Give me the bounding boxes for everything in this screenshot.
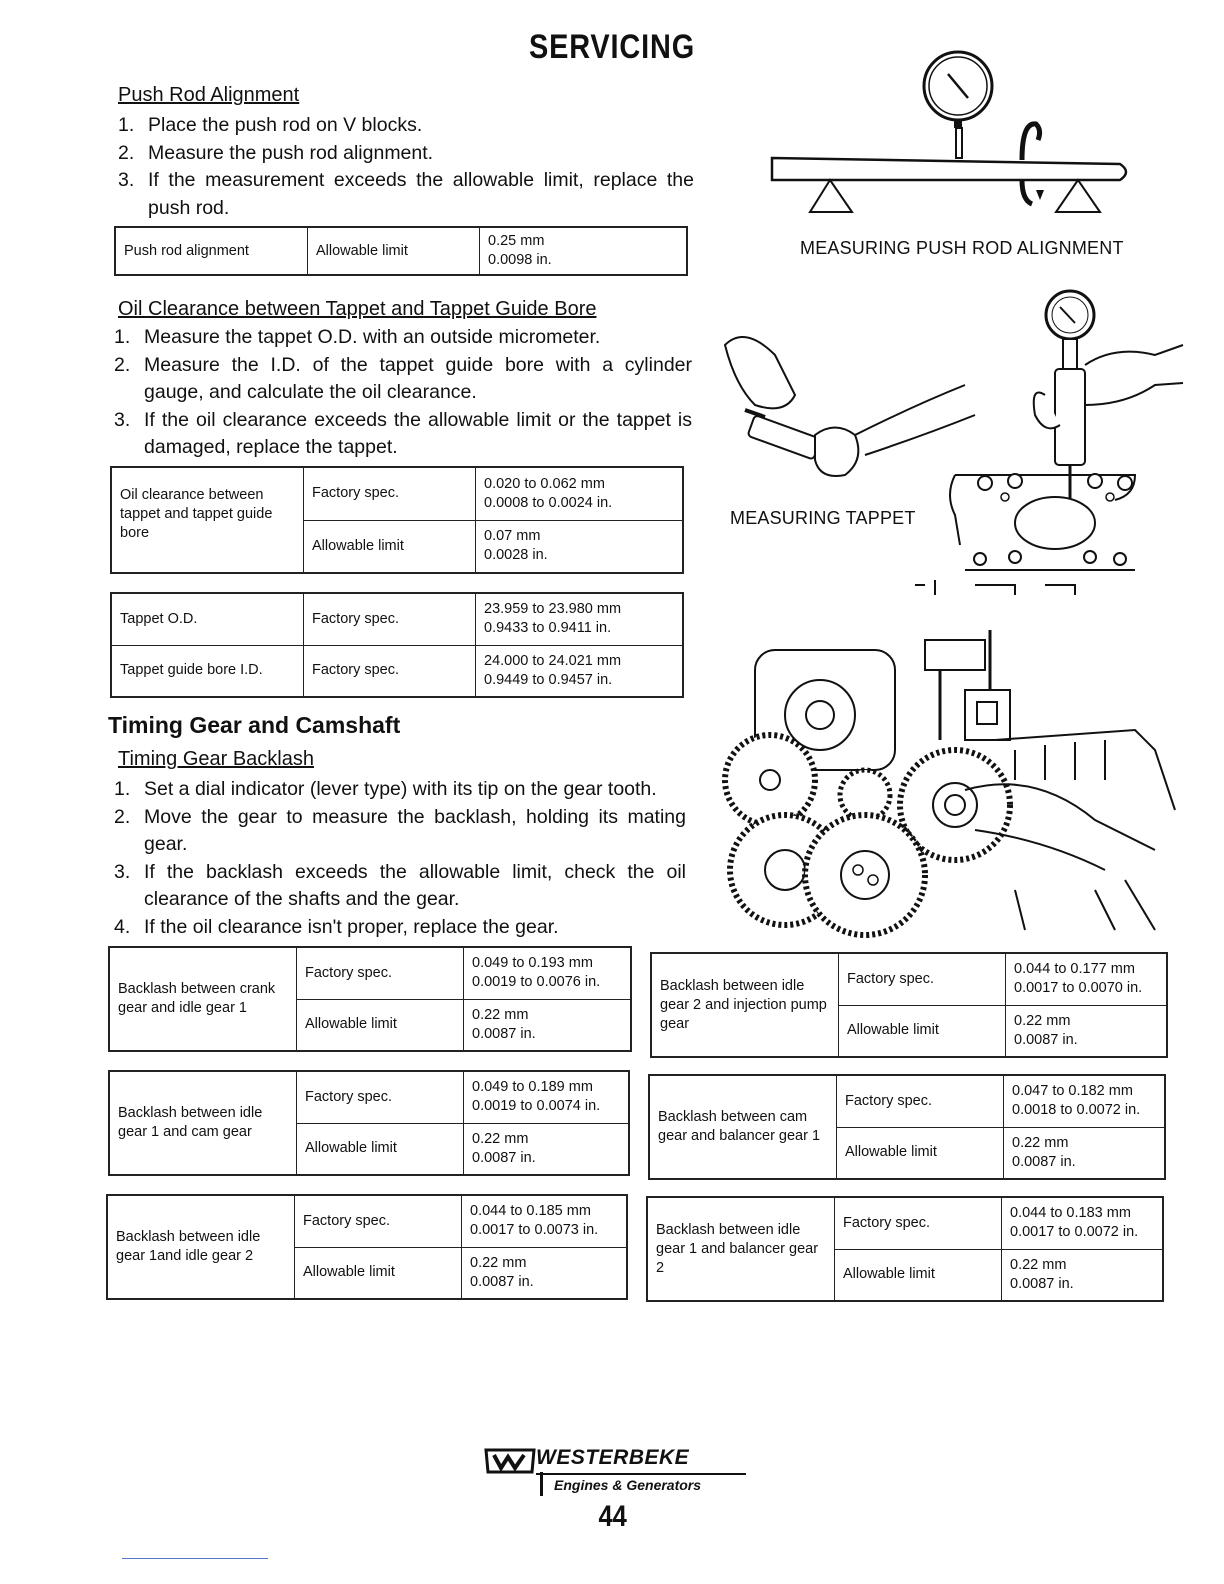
table-cell-value: 0.22 mm 0.0087 in. <box>1006 1005 1168 1057</box>
table-cell-item: Push rod alignment <box>115 227 308 275</box>
backlash-table-cam-balancer1 <box>648 1074 1166 1180</box>
table-cell-spec: Allowable limit <box>297 1123 464 1175</box>
table-cell-spec: Factory spec. <box>835 1197 1002 1249</box>
table-cell-item: Backlash between idle gear 2 and injection pump gear <box>651 953 839 1057</box>
table-cell-value: 0.22 mm 0.0087 in. <box>462 1247 628 1299</box>
table-cell-value: 23.959 to 23.980 mm 0.9433 to 0.9411 in. <box>476 593 684 645</box>
timing-steps <box>114 776 686 941</box>
table-cell-value: 24.000 to 24.021 mm 0.9449 to 0.9457 in. <box>476 645 684 697</box>
logo-rule <box>536 1473 746 1475</box>
table-cell-item: Backlash between idle gear 1 and balancer gear 2 <box>647 1197 835 1301</box>
table-cell-item: Backlash between crank gear and idle gear 1 <box>109 947 297 1051</box>
table-cell-spec: Allowable limit <box>295 1247 462 1299</box>
pushrod-step: 2. Measure the push rod alignment. <box>118 141 434 164</box>
table-cell-item: Backlash between idle gear 1 and cam gear <box>109 1071 297 1175</box>
footer-rule <box>122 1558 268 1559</box>
table-cell-value: 0.07 mm 0.0028 in. <box>476 520 684 573</box>
table-cell-value: 0.044 to 0.177 mm 0.0017 to 0.0070 in. <box>1006 953 1168 1005</box>
backlash-table-idle1-balancer2 <box>646 1196 1164 1302</box>
timing-step: 4. If the oil clearance isn't proper, replace the gear. <box>114 915 559 938</box>
pushrod-heading: Push Rod Alignment <box>118 84 300 106</box>
table-cell-spec: Allowable limit <box>304 520 476 573</box>
table-cell-value: 0.047 to 0.182 mm 0.0018 to 0.0072 in. <box>1004 1075 1166 1127</box>
logo-bar <box>540 1472 543 1496</box>
oil-step: 2. Measure the I.D. of the tappet guide bore with a cylinder gauge, and calculate the oil clearance. <box>114 353 692 403</box>
oil-clearance-table <box>110 466 684 574</box>
westerbeke-logo <box>484 1446 754 1498</box>
table-cell-item: Tappet O.D. <box>111 593 304 645</box>
table-cell-item: Tappet guide bore I.D. <box>111 645 304 697</box>
backlash-table-idle1-cam <box>108 1070 630 1176</box>
table-cell-spec: Factory spec. <box>297 947 464 999</box>
table-cell-value: 0.049 to 0.193 mm 0.0019 to 0.0076 in. <box>464 947 632 999</box>
table-cell-spec: Factory spec. <box>297 1071 464 1123</box>
tappet-figure-caption: MEASURING TAPPET <box>730 508 916 528</box>
backlash-table-crank-idle1 <box>108 946 632 1052</box>
timing-gear-figure <box>715 630 1175 930</box>
oil-steps <box>114 324 692 462</box>
table-cell-spec: Factory spec. <box>304 645 476 697</box>
logo-brand: WESTERBEKE <box>536 1446 690 1469</box>
table-cell-value: 0.22 mm 0.0087 in. <box>464 999 632 1051</box>
pushrod-steps <box>118 112 694 222</box>
table-cell-value: 0.22 mm 0.0087 in. <box>1002 1249 1164 1301</box>
table-cell-spec: Allowable limit <box>308 227 480 275</box>
timing-subheading: Timing Gear Backlash <box>118 748 314 770</box>
table-cell-spec: Allowable limit <box>835 1249 1002 1301</box>
oil-step: 3. If the oil clearance exceeds the allowable limit or the tappet is damaged, replace the tappet. <box>114 408 692 458</box>
backlash-table-idle1-idle2 <box>106 1194 628 1300</box>
page-title: SERVICING <box>528 28 696 66</box>
oil-step: 1. Measure the tappet O.D. with an outside micrometer. <box>114 326 601 348</box>
table-cell-value: 0.044 to 0.183 mm 0.0017 to 0.0072 in. <box>1002 1197 1164 1249</box>
timing-step: 1. Set a dial indicator (lever type) with its tip on the gear tooth. <box>114 778 657 800</box>
table-cell-value: 0.25 mm 0.0098 in. <box>480 227 688 275</box>
table-cell-spec: Factory spec. <box>839 953 1006 1005</box>
table-cell-spec: Factory spec. <box>304 467 476 520</box>
logo-tagline: Engines & Generators <box>554 1477 702 1493</box>
tappet-dimensions-table <box>110 592 684 698</box>
timing-heading: Timing Gear and Camshaft <box>108 712 401 738</box>
pushrod-table <box>114 226 688 276</box>
table-cell-spec: Allowable limit <box>837 1127 1004 1179</box>
westerbeke-w-icon <box>484 1446 536 1474</box>
table-cell-item: Oil clearance between tappet and tappet guide bore <box>111 467 304 573</box>
oil-heading: Oil Clearance between Tappet and Tappet Guide Bore <box>118 298 597 320</box>
table-cell-spec: Factory spec. <box>304 593 476 645</box>
table-cell-spec: Factory spec. <box>837 1075 1004 1127</box>
table-cell-spec: Allowable limit <box>297 999 464 1051</box>
table-cell-value: 0.049 to 0.189 mm 0.0019 to 0.0074 in. <box>464 1071 630 1123</box>
page-number: 44 <box>598 1500 627 1533</box>
timing-step: 3. If the backlash exceeds the allowable limit, check the oil clearance of the shafts and the gear. <box>114 860 686 910</box>
pushrod-alignment-figure <box>760 40 1140 230</box>
backlash-table-idle2-injection <box>650 952 1168 1058</box>
pushrod-step: 3. If the measurement exceeds the allowable limit, replace the push rod. <box>118 169 694 219</box>
table-cell-spec: Factory spec. <box>295 1195 462 1247</box>
table-cell-value: 0.020 to 0.062 mm 0.0008 to 0.0024 in. <box>476 467 684 520</box>
table-cell-value: 0.22 mm 0.0087 in. <box>464 1123 630 1175</box>
table-cell-value: 0.044 to 0.185 mm 0.0017 to 0.0073 in. <box>462 1195 628 1247</box>
table-cell-spec: Allowable limit <box>839 1005 1006 1057</box>
table-cell-item: Backlash between cam gear and balancer gear 1 <box>649 1075 837 1179</box>
pushrod-figure-caption: MEASURING PUSH ROD ALIGNMENT <box>800 238 1124 258</box>
table-cell-item: Backlash between idle gear 1and idle gear 2 <box>107 1195 295 1299</box>
measuring-tappet-figure <box>715 285 1185 595</box>
table-cell-value: 0.22 mm 0.0087 in. <box>1004 1127 1166 1179</box>
pushrod-step: 1. Place the push rod on V blocks. <box>118 114 423 136</box>
timing-step: 2. Move the gear to measure the backlash, holding its mating gear. <box>114 805 686 855</box>
